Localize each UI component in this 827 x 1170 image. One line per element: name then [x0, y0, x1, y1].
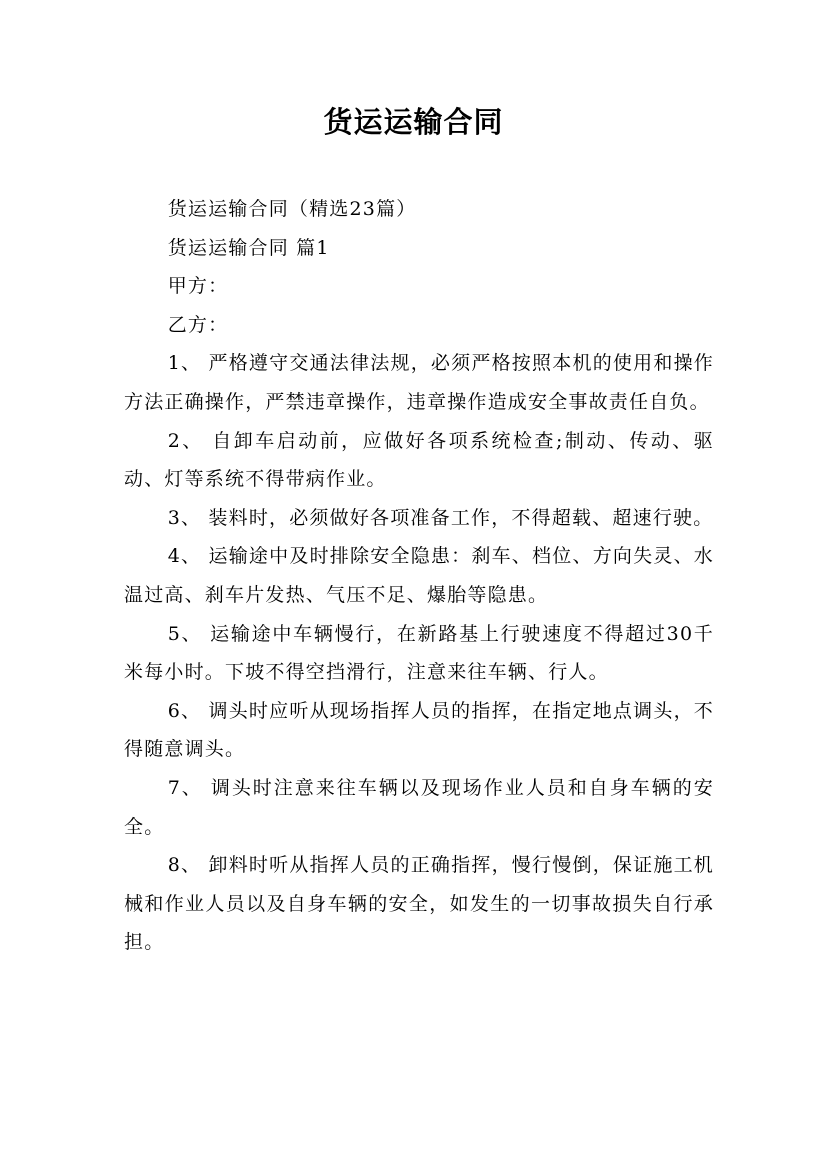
- clause-7: 7、 调头时注意来往车辆以及现场作业人员和自身车辆的安全。: [124, 776, 714, 838]
- clause-5: 5、 运输途中车辆慢行，在新路基上行驶速度不得超过30千米每小时。下坡不得空挡滑行，注意来往车辆、行人。: [124, 622, 714, 684]
- party-b-line: 乙方：: [167, 313, 229, 336]
- document-title: 货运运输合同: [323, 105, 504, 139]
- clause-2: 2、 自卸车启动前，应做好各项系统检查;制动、传动、驱动、灯等系统不得带病作业。: [124, 429, 714, 491]
- clause-4: 4、 运输途中及时排除安全隐患：刹车、档位、方向失灵、水温过高、刹车片发热、气压不足、爆胎等隐患。: [124, 545, 714, 606]
- party-a-line: 甲方：: [167, 275, 229, 298]
- clause-6: 6、 调头时应听从现场指挥人员的指挥，在指定地点调头，不得随意调头。: [124, 699, 714, 761]
- clause-3: 3、 装料时，必须做好各项准备工作，不得超载、超速行驶。: [167, 506, 714, 529]
- clause-8: 8、 卸料时听从指挥人员的正确指挥，慢行慢倒，保证施工机械和作业人员以及自身车辆的安全，如发生的一切事故损失自行承担。: [124, 854, 714, 954]
- section-heading: 货运运输合同 篇1: [167, 236, 330, 259]
- document-body: [124, 190, 714, 962]
- clause-1: 1、 严格遵守交通法律法规，必须严格按照本机的使用和操作方法正确操作，严禁违章操作，违章操作造成安全事故责任自负。: [124, 352, 714, 413]
- subtitle-line: 货运运输合同（精选23篇）: [167, 198, 417, 220]
